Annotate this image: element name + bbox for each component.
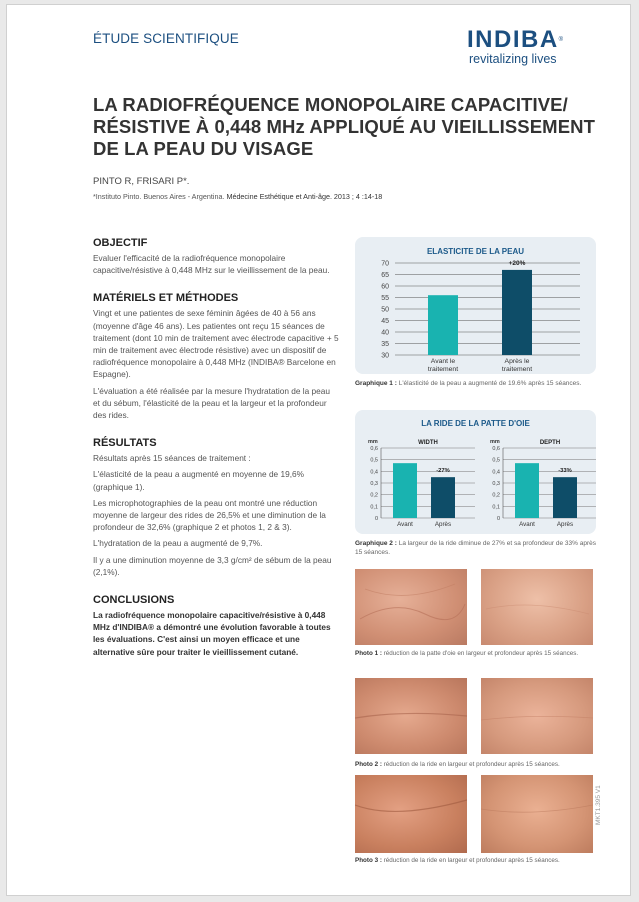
annotation-label: -27% — [436, 468, 450, 475]
y-tick-label: 0,2 — [370, 492, 378, 499]
y-tick-label: 0,3 — [492, 481, 500, 487]
affiliation: *Instituto Pinto. Buenos Aires - Argentina. — [93, 192, 227, 201]
resultats-text: Il y a une diminution moyenne de 3,3 g/cm² de sébum de la peau (2,1%). — [93, 554, 332, 577]
resultats-text: L'élasticité de la peau a augmenté en moyenne de 19,6% (graphique 1). — [93, 469, 304, 492]
logo-tagline: revitalizing lives — [469, 52, 557, 66]
text-column — [93, 237, 339, 658]
photo2-caption: Photo 2 : réduction de la ride en largeur et profondeur après 15 séances. — [355, 761, 560, 768]
resultats-text: Les microphotographies de la peau ont montré une réduction moyenne de largeur des rides de 26,5% et une diminution de la profondeur de 32,6% (graphique 2 et photos 1, 2 & 3). — [93, 497, 326, 533]
y-tick-label: 0,6 — [492, 446, 500, 452]
y-axis-unit: mm — [368, 439, 378, 445]
y-tick-label: 0 — [496, 516, 500, 522]
annotation-label: -33% — [558, 468, 572, 475]
bar — [393, 463, 417, 518]
bar — [553, 477, 577, 518]
y-tick-label: 0,4 — [492, 469, 500, 476]
skin-texture — [355, 775, 467, 853]
crows-feet-chart — [355, 410, 596, 534]
photo-1-after — [481, 569, 593, 645]
photo-2-before — [355, 678, 467, 754]
methodes-text: L'évaluation a été réalisée par la mesure l'hydratation de la peau et du sébum, l'élasticité de la peau et la largeur et la profondeur des rides. — [93, 385, 331, 421]
elasticity-chart-plot — [355, 237, 596, 374]
document-kicker: ÉTUDE SCIENTIFIQUE — [93, 31, 239, 46]
y-tick-label: 70 — [381, 260, 389, 268]
y-tick-label: 55 — [381, 295, 389, 302]
annotation-label: +20% — [508, 259, 526, 267]
photo-1-before — [355, 569, 467, 645]
y-tick-label: 0,5 — [370, 457, 378, 464]
elasticity-chart — [355, 237, 596, 374]
x-tick-label: Avant — [519, 521, 535, 528]
photo-3-before — [355, 775, 467, 853]
y-tick-label: 0,4 — [370, 469, 378, 476]
skin-texture — [481, 678, 593, 754]
crows-feet-chart-plot — [355, 410, 596, 534]
methodes-text: Vingt et une patientes de sexe féminin âgées de 40 à 56 ans (moyenne d'âge 46 ans). Les patientes ont reçu 15 séances de traitement (dont 10 min de traitement avec électrode capacitive + 5 min de traitement avec électrode résistive) avec un dispositif de radiofréquence monopolaire à 0,448 MHz (INDIBA® Barcelone en Espagne). — [93, 308, 339, 380]
chart-title: LA RIDE DE LA PATTE D'OIE — [421, 419, 530, 428]
x-tick-label: traitement — [501, 366, 533, 373]
resultats-text: L'hydratation de la peau a augmenté de 9,7%. — [93, 538, 263, 549]
y-tick-label: 30 — [381, 352, 389, 360]
y-tick-label: 35 — [381, 341, 389, 348]
logo-brand: INDIBA® — [467, 26, 565, 53]
bar — [428, 295, 458, 355]
bar — [502, 270, 532, 355]
x-tick-label: Après — [556, 521, 574, 528]
photo-3-after — [481, 775, 593, 853]
y-tick-label: 0,2 — [492, 492, 500, 499]
skin-texture — [481, 775, 593, 853]
article-citation — [93, 192, 382, 201]
resultats-text: Résultats après 15 séances de traitement : — [93, 453, 251, 464]
skin-texture — [355, 569, 467, 645]
y-tick-label: 0 — [374, 516, 378, 522]
skin-texture — [355, 678, 467, 754]
x-tick-label: traitement — [427, 366, 459, 373]
x-tick-label: Après — [434, 521, 452, 528]
objectif-heading: OBJECTIF — [93, 237, 148, 249]
indiba-logo — [467, 27, 607, 66]
y-tick-label: 40 — [381, 329, 389, 337]
conclusions-heading: CONCLUSIONS — [93, 594, 175, 607]
photo-2-after — [481, 678, 593, 754]
bar — [431, 477, 455, 518]
journal-reference: Médecine Esthétique et Anti-âge. 2013 ; 4 :14-18 — [226, 192, 383, 201]
page — [6, 4, 631, 896]
article-title: LA RADIOFRÉQUENCE MONOPOLAIRE CAPACITIVE/ RÉSISTIVE À 0,448 MHz APPLIQUÉ AU VIEILLISSEMENT DE LA PEAU DU VISAGE — [93, 94, 595, 159]
graph1-caption: Graphique 1 : L'élasticité de la peau a augmenté de 19.6% après 15 séances. — [355, 380, 582, 387]
y-tick-label: 65 — [381, 272, 389, 279]
skin-texture — [481, 569, 593, 645]
y-tick-label: 0,1 — [370, 504, 378, 511]
x-tick-label: Après le — [504, 358, 530, 365]
photo3-caption: Photo 3 : réduction de la ride en largeur et profondeur après 15 séances. — [355, 857, 560, 864]
y-tick-label: 50 — [381, 306, 389, 314]
graph2-caption: Graphique 2 : La largeur de la ride diminue de 27% et sa profondeur de 33% après 15 séances. — [355, 540, 596, 556]
x-tick-label: Avant le — [430, 358, 456, 365]
y-tick-label: 0,3 — [370, 481, 378, 487]
panel-subtitle: DEPTH — [539, 440, 561, 446]
article-authors: PINTO R, FRISARI P*. — [93, 176, 190, 187]
chart-title: ELASTICITE DE LA PEAU — [426, 247, 525, 256]
conclusions-text: La radiofréquence monopolaire capacitive/résistive à 0,448 MHz d'INDIBA® a démontré une évolution favorable à toutes les évaluations. C'est ainsi un moyen efficace et une alternative sûre pour traiter le vieillissement cutané. — [93, 610, 331, 657]
objectif-text: Evaluer l'efficacité de la radiofréquence monopolaire capacitive/résistive à 0,448 MHz sur le vieillissement de la peau. — [93, 253, 330, 276]
bar — [515, 463, 539, 518]
y-tick-label: 0,5 — [492, 457, 500, 464]
y-axis-unit: mm — [490, 439, 500, 445]
document-code: MKT1.395 V1 — [595, 785, 602, 825]
y-tick-label: 45 — [381, 318, 389, 325]
y-tick-label: 60 — [381, 283, 389, 291]
resultats-heading: RÉSULTATS — [93, 437, 157, 450]
y-tick-label: 0,1 — [492, 504, 500, 511]
panel-subtitle: WIDTH — [418, 440, 438, 446]
x-tick-label: Avant — [397, 521, 413, 528]
photo1-caption: Photo 1 : réduction de la patte d'oie en largeur et profondeur après 15 séances. — [355, 650, 579, 657]
y-tick-label: 0,6 — [370, 446, 378, 452]
methodes-heading: MATÉRIELS ET MÉTHODES — [93, 292, 239, 305]
